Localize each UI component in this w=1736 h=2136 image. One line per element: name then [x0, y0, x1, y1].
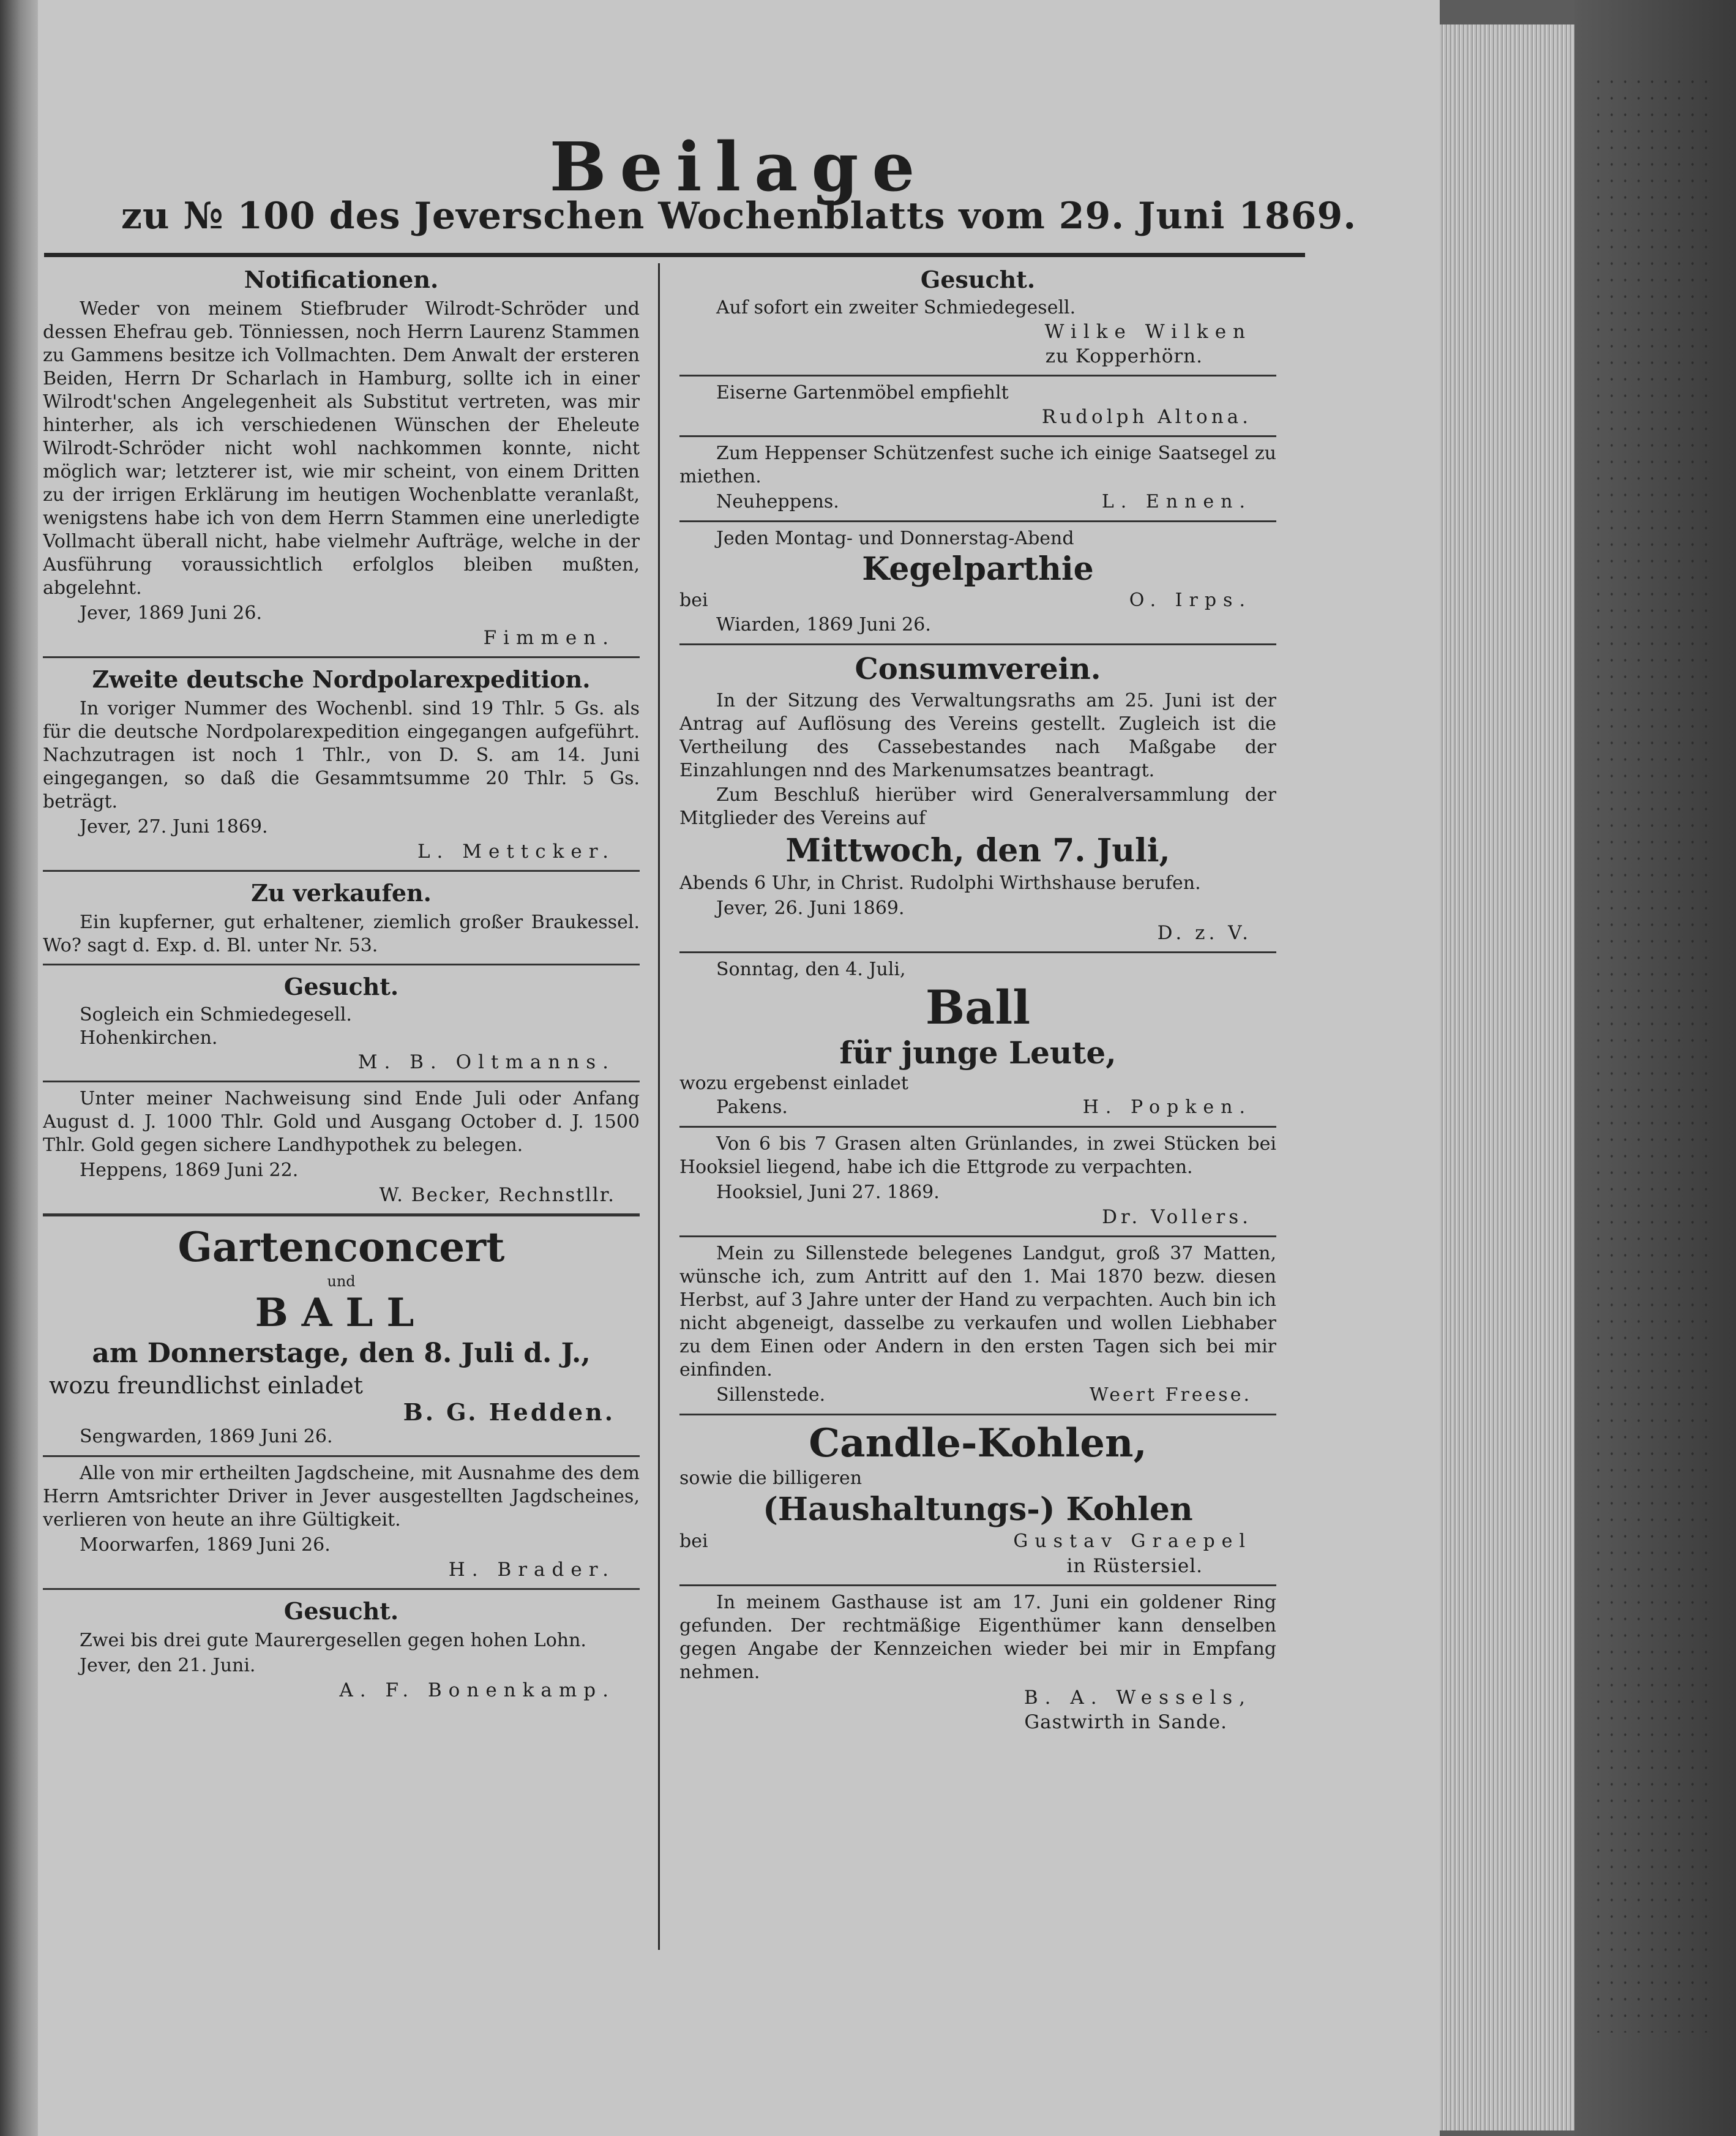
notice-footer	[679, 1095, 1276, 1120]
left-column	[43, 263, 640, 1971]
notice-signature: Weert Freese.	[1089, 1384, 1252, 1406]
notice-zu-verkaufen	[43, 877, 640, 957]
masthead-subtitle: zu № 100 des Jeverschen Wochenblatts vom 29. Juni 1869.	[121, 195, 1357, 238]
divider-rule	[43, 656, 640, 658]
notice-signature: Rudolph Altona.	[1041, 406, 1252, 428]
notice-body: In meinem Gasthause ist am 17. Juni ein goldener Ring gefunden. Der rechtmäßige Eigenthümer kann denselben gegen Angabe der Kennzeichen wieder bei mir in Empfang nehmen.	[679, 1592, 1276, 1683]
notice-footer	[679, 1529, 1276, 1554]
notice-body: In voriger Nummer des Wochenbl. sind 19 Thlr. 5 Gs. als für die deutsche Nordpolarexpedition eingegangen aufgeführt. Nachzutragen ist noch 1 Thlr., von D. S. am 14. Juni eingegangen, so daß die Gesammtsumme 20 Thlr. 5 Gs. beträgt.	[43, 698, 640, 812]
binding-speckle-texture	[1592, 73, 1714, 2033]
left-page-edge	[0, 0, 38, 2136]
notice-signature: H. Brader.	[448, 1559, 615, 1581]
notice-body: Weder von meinem Stiefbruder Wilrodt-Schröder und dessen Ehefrau geb. Tönniessen, noch Herrn Laurenz Stammen zu Gammens besitze ich Vollmachten. Dem Anwalt der ersteren Beiden, Herrn Dr Scharlach in Hamburg, sollte ich in einer Wilrodt'schen Angelegenheit als Substitut vertreten, was mir hinterher, als ich verschiedenen Wünschen der Eheleute Wilrodt-Schröder nicht wohl nachkommen konnte, nicht möglich war; letzterer ist, wie mir scheint, von einem Dritten zu der irrigen Erklärung im heutigen Wochenblatte veranlaßt, wenigstens habe ich von dem Herrn Stammen eine unerledigte Vollmacht überall nicht, habe vielmehr Aufträge, welche in der Ausführung voraussichtlich erfolglos bleiben mußten, abgelehnt.	[43, 298, 640, 599]
right-column	[679, 263, 1276, 1971]
notice-signature: D. z. V.	[1157, 922, 1252, 944]
divider-rule	[43, 1455, 640, 1457]
notice-date: Hooksiel, Juni 27. 1869.	[716, 1182, 940, 1203]
notice-date: Jever, 26. Juni 1869.	[716, 897, 905, 919]
consumverein-date: Mittwoch, den 7. Juli,	[785, 832, 1170, 869]
column-divider	[658, 263, 660, 1950]
divider-rule	[43, 1081, 640, 1082]
notice-consumverein	[679, 650, 1276, 945]
divider-rule	[679, 951, 1276, 953]
notice-signature: O. Irps.	[1129, 590, 1252, 611]
notice-signature: H. Popken.	[1082, 1096, 1252, 1118]
gartenconcert-und: und	[327, 1273, 356, 1290]
notice-footer	[679, 588, 1276, 613]
notice-line: sowie die billigeren	[679, 1467, 862, 1489]
divider-rule	[679, 1414, 1276, 1415]
notice-bei: bei	[679, 1531, 708, 1552]
notice-signature: L. Ennen.	[1101, 491, 1252, 512]
kegelparthie-title: Kegelparthie	[862, 550, 1094, 588]
ball-subtitle: für junge Leute,	[839, 1035, 1117, 1071]
notice-heading: Consumverein.	[855, 652, 1101, 686]
gartenconcert-invite: wozu freundlichst einladet	[49, 1372, 363, 1399]
notice-body: Eiserne Gartenmöbel empfiehlt	[716, 382, 1009, 403]
notice-place: Sillenstede.	[716, 1384, 826, 1406]
notice-signature: Wilke Wilken	[1044, 321, 1252, 343]
notice-heading: Gesucht.	[283, 1597, 399, 1625]
notice-date: Jever, 27. Juni 1869.	[80, 816, 268, 838]
notice-signature: B. G. Hedden.	[403, 1398, 615, 1426]
notice-signature-place: zu Kopperhörn.	[1045, 345, 1203, 367]
notice-place: Neuheppens.	[716, 491, 839, 512]
divider-rule	[43, 964, 640, 965]
notice-gartenconcert	[43, 1221, 640, 1449]
notice-heading: Gesucht.	[920, 266, 1036, 293]
notice-landgut	[679, 1242, 1276, 1407]
notice-gartenmoebel	[679, 381, 1276, 429]
notice-signature: Gustav Graepel	[1013, 1531, 1252, 1552]
notice-body: Von 6 bis 7 Grasen alten Grünlandes, in zwei Stücken bei Hooksiel liegend, habe ich die Ettgrode zu verpachten.	[679, 1133, 1276, 1178]
divider-rule	[43, 1213, 640, 1216]
notice-schuetzenfest	[679, 442, 1276, 514]
notice-body: Zum Heppenser Schützenfest suche ich einige Saatsegel zu miethen.	[679, 443, 1276, 487]
divider-rule	[679, 1126, 1276, 1128]
notice-line: Jeden Montag- und Donnerstag-Abend	[716, 528, 1074, 549]
notice-body: Abends 6 Uhr, in Christ. Rudolphi Wirthshause berufen.	[679, 872, 1201, 894]
notice-footer	[679, 1383, 1276, 1407]
notice-notificationen	[43, 263, 640, 650]
notice-body: Ein kupferner, gut erhaltener, ziemlich großer Braukessel. Wo? sagt d. Exp. d. Bl. unter Nr. 53.	[43, 912, 640, 956]
ball-title: Ball	[925, 980, 1031, 1035]
notice-place: Hohenkirchen.	[80, 1027, 218, 1049]
divider-rule	[679, 375, 1276, 377]
notice-signature: Dr. Vollers.	[1102, 1206, 1252, 1228]
notice-place: Pakens.	[716, 1096, 788, 1118]
notice-signature: W. Becker, Rechnstllr.	[379, 1184, 615, 1206]
notice-heading: Notificationen.	[244, 266, 439, 293]
notice-jagdscheine	[43, 1462, 640, 1582]
notice-signature: L. Mettcker.	[417, 841, 615, 863]
notice-signature: M. B. Oltmanns.	[357, 1051, 615, 1073]
notice-signature: A. F. Bonenkamp.	[339, 1679, 615, 1701]
book-page-edges	[1440, 24, 1576, 2130]
notice-heading: Zweite deutsche Nordpolarexpedition.	[92, 665, 591, 693]
notice-footer	[679, 490, 1276, 514]
notice-ball	[679, 958, 1276, 1120]
gartenconcert-ball: BALL	[255, 1290, 428, 1336]
notice-date: Jever, 1869 Juni 26.	[80, 602, 262, 624]
divider-rule	[43, 1588, 640, 1590]
divider-rule	[679, 643, 1276, 645]
kohlen-title: Candle-Kohlen,	[809, 1420, 1147, 1466]
notice-date: Jever, den 21. Juni.	[80, 1655, 256, 1676]
divider-rule	[679, 520, 1276, 522]
notice-grasen	[679, 1133, 1276, 1229]
notice-date: Wiarden, 1869 Juni 26.	[716, 614, 931, 635]
divider-rule	[679, 1584, 1276, 1586]
notice-signature: Fimmen.	[483, 627, 615, 649]
notice-gesucht-maurer	[43, 1595, 640, 1703]
notice-line: Sonntag, den 4. Juli,	[716, 959, 906, 980]
notice-date: Sengwarden, 1869 Juni 26.	[80, 1426, 333, 1447]
notice-signature: B. A. Wessels,	[1023, 1687, 1252, 1709]
notice-kegelparthie	[679, 527, 1276, 637]
divider-rule	[679, 435, 1276, 437]
notice-signature-place: Gastwirth in Sande.	[1024, 1711, 1227, 1733]
divider-rule	[43, 870, 640, 872]
notice-ring	[679, 1591, 1276, 1734]
notice-date: Moorwarfen, 1869 Juni 26.	[80, 1534, 331, 1556]
notice-line: Sogleich ein Schmiedegesell.	[80, 1004, 352, 1025]
notice-body: Unter meiner Nachweisung sind Ende Juli oder Anfang August d. J. 1000 Thlr. Gold und Ausgang October d. J. 1500 Thlr. Gold gegen sichere Landhypothek zu belegen.	[43, 1088, 640, 1156]
masthead-title: Beilage	[549, 127, 929, 206]
notice-gesucht-zweiter-schmiedegesell	[679, 263, 1276, 369]
notice-heading: Zu verkaufen.	[251, 879, 432, 907]
notice-body: Zwei bis drei gute Maurergesellen gegen hohen Lohn.	[80, 1630, 586, 1651]
notice-nordpolarexpedition	[43, 663, 640, 864]
notice-heading: Gesucht.	[283, 973, 399, 1000]
notice-body: Auf sofort ein zweiter Schmiedegesell.	[716, 297, 1076, 318]
notice-date: Heppens, 1869 Juni 22.	[80, 1160, 299, 1181]
notice-body: Mein zu Sillenstede belegenes Landgut, groß 37 Matten, wünsche ich, zum Antritt auf den 1. Mai 1870 bezw. diesen Herbst, auf 3 Jahre unter der Hand zu verpachten. Auch bin ich nicht abgeneigt, dasselbe zu verkaufen und wollen Liebhaber zu dem Einen oder Andern in den ersten Tagen sich bei mir einfinden.	[679, 1243, 1276, 1381]
notice-hypothek	[43, 1087, 640, 1207]
gartenconcert-title: Gartenconcert	[178, 1223, 505, 1271]
gartenconcert-date-line: am Donnerstage, den 8. Juli d. J.,	[92, 1338, 591, 1369]
notice-kohlen	[679, 1420, 1276, 1578]
notice-signature-place: in Rüstersiel.	[1066, 1555, 1203, 1577]
notice-body: Alle von mir ertheilten Jagdscheine, mit Ausnahme des dem Herrn Amtsrichter Driver in Jever ausgestellten Jagdscheines, verlieren von heute an ihre Gültigkeit.	[43, 1463, 640, 1531]
notice-body: In der Sitzung des Verwaltungsraths am 25. Juni ist der Antrag auf Auflösung des Vereins gestellt. Zugleich ist die Vertheilung des Cassebestandes nach Maßgabe der Einzahlungen nnd des Markenumsatzes beantragt.	[679, 690, 1276, 781]
notice-gesucht-schmiedegesell	[43, 970, 640, 1074]
kohlen-subtitle: (Haushaltungs-) Kohlen	[763, 1491, 1193, 1528]
notice-body: Zum Beschluß hierüber wird Generalversammlung der Mitglieder des Vereins auf	[679, 784, 1276, 829]
notice-bei: bei	[679, 590, 708, 611]
divider-rule	[679, 1235, 1276, 1237]
notice-line: wozu ergebenst einladet	[679, 1073, 908, 1094]
masthead-rule	[44, 253, 1305, 257]
